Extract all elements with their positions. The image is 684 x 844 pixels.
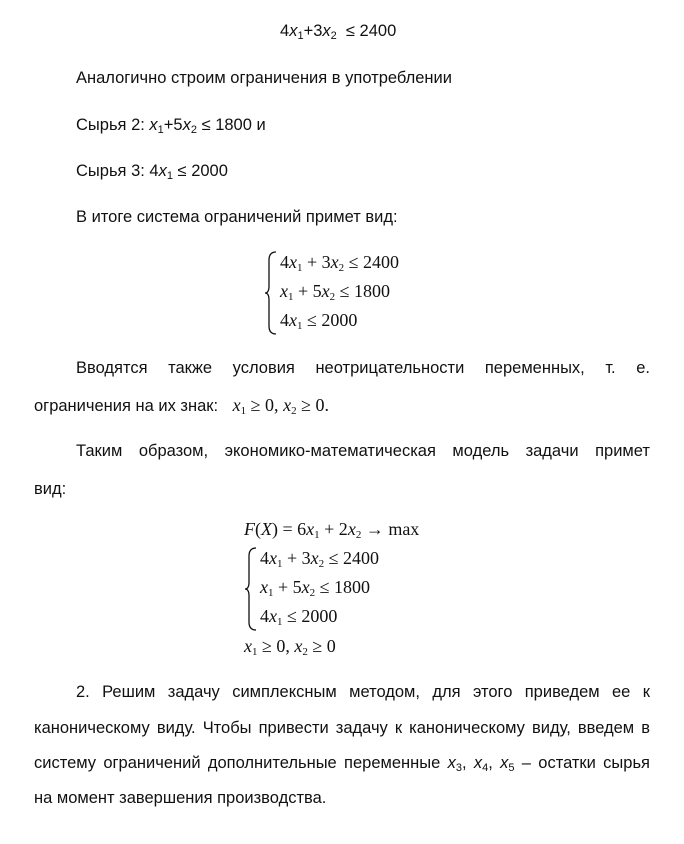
system1-line-2: $x_1 + 5x_2 \le 1800$	[280, 281, 391, 303]
system2-line-2: $x_1 + 5x_2 \le 1800$	[260, 577, 371, 599]
paragraph-model: Таким образом, экономико-математическая модель задачи примет	[76, 442, 650, 460]
top-inequality: $4x_1+3x_2 \le 2400$	[280, 22, 397, 42]
paragraph-raw2: Сырья 2: $x_1+5x_2 \le 1800$ и	[76, 116, 266, 136]
left-brace-icon	[244, 546, 258, 632]
paragraph-simplex: 2. Решим задачу симплексным методом, для этого приведем ее к	[76, 683, 650, 701]
paragraph-nonneg: Вводятся также условия неотрицательности переменных, т. е.	[76, 359, 650, 377]
paragraph-nonneg-line2: ограничения на их знак: $x_1 \ge 0$, $x_2 \ge 0$.	[34, 395, 329, 417]
paragraph-system-intro: В итоге система ограничений примет вид:	[76, 208, 398, 226]
constraint-system-2	[244, 546, 404, 634]
system1-line-1: $4x_1 + 3x_2 \le 2400$	[280, 252, 400, 274]
system2-line-1: $4x_1 + 3x_2 \le 2400$	[260, 548, 380, 570]
paragraph-simplex-line4: на момент завершения производства.	[34, 789, 327, 807]
paragraph-analog: Аналогично строим ограничения в употреблении	[76, 69, 452, 87]
objective-function: $F(X) = 6x_1 + 2x_2 \to \max$	[244, 519, 420, 541]
paragraph-model-line2: вид:	[34, 480, 67, 498]
system2-line-3: $4x_1 \le 2000$	[260, 606, 338, 628]
left-brace-icon	[264, 250, 278, 336]
paragraph-simplex-line3: систему ограничений дополнительные переменные $x_3$, $x_4$, $x_5$ – остатки сырья	[34, 754, 650, 774]
constraint-system-1	[264, 250, 424, 338]
nonneg-formula-inline: $x_1 \ge 0$, $x_2 \ge 0$.	[232, 395, 329, 417]
system1-line-3: $4x_1 \le 2000$	[280, 310, 358, 332]
paragraph-simplex-line2: каноническому виду. Чтобы привести задачу к каноническому виду, введем в	[34, 719, 650, 737]
nonneg-constraints: $x_1 \ge 0$, $x_2 \ge 0$	[244, 636, 336, 658]
paragraph-raw3: Сырья 3: $4x_1 \le 2000$	[76, 162, 228, 182]
